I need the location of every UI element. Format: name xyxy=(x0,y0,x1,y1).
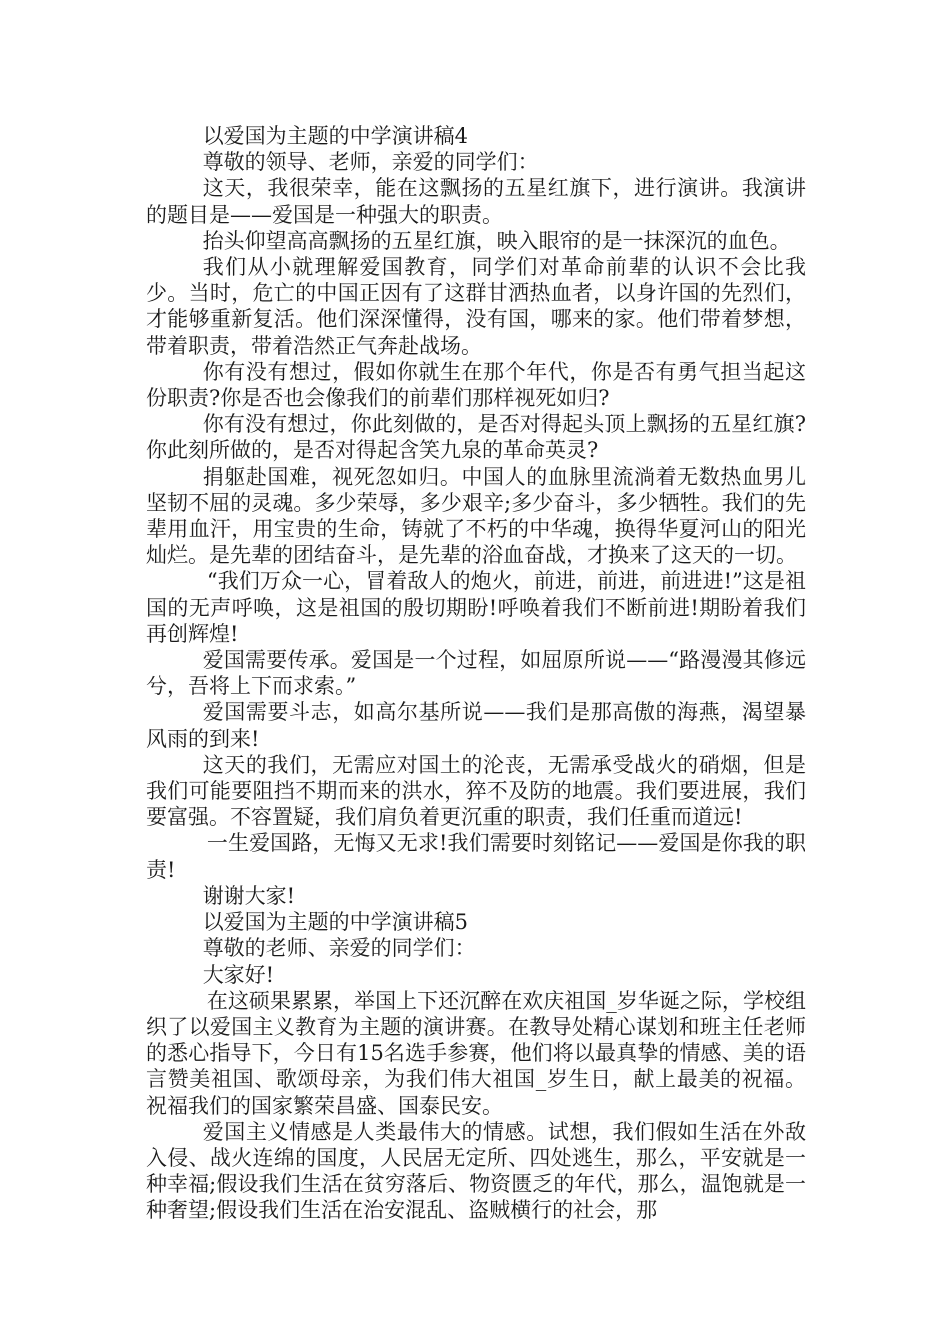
greeting: 大家好! xyxy=(202,962,275,987)
document-page xyxy=(146,123,806,1224)
paragraph: 捐躯赴国难，视死忽如归。中国人的血脉里流淌着无数热血男儿坚韧不屈的灵魂。多少荣辱，多少艰辛;多少奋斗，多少牺牲。我们的先辈用血汗，用宝贵的生命，铸就了不朽的中华魂，换得华夏河山的阳光灿烂。是先辈的团结奋斗，是先辈的浴血奋战，才换来了这天的一切。 xyxy=(146,464,806,568)
heading-speech-5: 以爱国为主题的中学演讲稿5 xyxy=(202,910,469,935)
paragraph: 我们从小就理解爱国教育，同学们对革命前辈的认识不会比我少。当时，危亡的中国正因有了这群甘洒热血者，以身许国的先烈们，才能够重新复活。他们深深懂得，没有国，哪来的家。他们带着梦想，带着职责，带着浩然正气奔赴战场。 xyxy=(146,255,806,358)
paragraph: 你有没有想过，假如你就生在那个年代，你是否有勇气担当起这份职责?你是否也会像我们的前辈们那样视死如归? xyxy=(146,359,806,411)
paragraph: 爱国需要斗志，如高尔基所说——我们是那高傲的海燕，渴望暴风雨的到来! xyxy=(146,700,806,751)
paragraph: 爱国需要传承。爱国是一个过程，如屈原所说——“路漫漫其修远兮，吾将上下而求索。” xyxy=(146,648,806,699)
closing: 谢谢大家! xyxy=(202,883,296,908)
paragraph: 你有没有想过，你此刻做的，是否对得起头顶上飘扬的五星红旗?你此刻所做的，是否对得起含笑九泉的革命英灵? xyxy=(146,412,806,463)
paragraph: 这天的我们，无需应对国土的沦丧，无需承受战火的硝烟，但是我们可能要阻挡不期而来的洪水，猝不及防的地震。我们要进展，我们要富强。不容置疑，我们肩负着更沉重的职责，我们任重而道远! xyxy=(146,752,806,830)
paragraph: “我们万众一心，冒着敌人的炮火，前进，前进，前进进!”这是祖国的无声呼唤，这是祖国的殷切期盼!呼唤着我们不断前进!期盼着我们再创辉煌! xyxy=(146,569,806,646)
paragraph: 这天，我很荣幸，能在这飘扬的五星红旗下，进行演讲。我演讲的题目是——爱国是一种强大的职责。 xyxy=(146,176,806,227)
paragraph: 一生爱国路，无悔又无求!我们需要时刻铭记——爱国是你我的职责! xyxy=(146,831,806,882)
paragraph: 在这硕果累累，举国上下还沉醉在欢庆祖国_岁华诞之际，学校组织了以爱国主义教育为主题的演讲赛。在教导处精心谋划和班主任老师的悉心指导下，今日有15名选手参赛，他们将以最真挚的情感、美的语言赞美祖国、歌颂母亲，为我们伟大祖国_岁生日，献上最美的祝福。祝福我们的国家繁荣昌盛、国泰民安。 xyxy=(146,988,806,1118)
paragraph: 爱国主义情感是人类最伟大的情感。试想，我们假如生活在外敌入侵、战火连绵的国度，人民居无定所、四处逃生，那么，平安就是一种幸福;假设我们生活在贫穷落后、物资匮乏的年代，那么，温饱就是一种奢望;假设我们生活在治安混乱、盗贼横行的社会，那 xyxy=(146,1119,806,1223)
heading-speech-4: 以爱国为主题的中学演讲稿4 xyxy=(202,124,469,148)
salutation: 尊敬的领导、老师，亲爱的同学们： xyxy=(202,150,539,175)
paragraph: 抬头仰望高高飘扬的五星红旗，映入眼帘的是一抹深沉的血色。 xyxy=(202,228,791,253)
salutation: 尊敬的老师、亲爱的同学们： xyxy=(202,936,476,961)
